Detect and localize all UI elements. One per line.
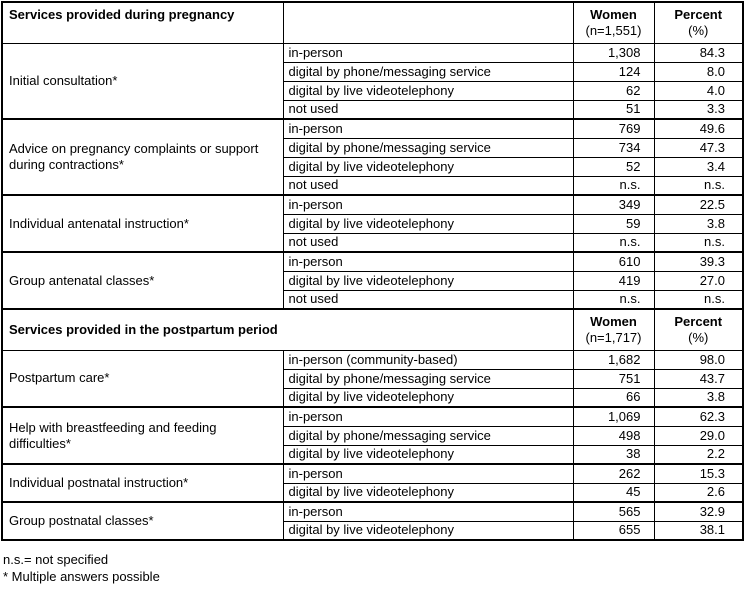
mode-cell: digital by live videotelephony: [283, 483, 573, 502]
service-cell: Advice on pregnancy complaints or support during contractions*: [2, 119, 283, 195]
mode-cell: not used: [283, 100, 573, 119]
women-value: 52: [573, 157, 654, 176]
women-value: 62: [573, 81, 654, 100]
service-cell: Individual postnatal instruction*: [2, 464, 283, 502]
women-value: 655: [573, 521, 654, 540]
mode-cell: in-person: [283, 195, 573, 214]
women-value: n.s.: [573, 233, 654, 252]
mode-cell: in-person: [283, 252, 573, 271]
percent-column-unit: (%): [688, 22, 709, 38]
percent-value: 39.3: [654, 252, 743, 271]
women-value: n.s.: [573, 290, 654, 309]
percent-value: 2.2: [654, 445, 743, 464]
mode-cell: digital by phone/messaging service: [283, 138, 573, 157]
women-value: 769: [573, 119, 654, 138]
percent-value: 2.6: [654, 483, 743, 502]
section-header-spacer: [283, 2, 573, 43]
women-column-n: (n=1,551): [585, 22, 642, 38]
percent-value: 32.9: [654, 502, 743, 521]
percent-value: 98.0: [654, 350, 743, 369]
women-value: 1,308: [573, 43, 654, 62]
mode-cell: in-person: [283, 502, 573, 521]
footnote-multiple-answers: * Multiple answers possible: [3, 569, 160, 584]
women-column-header: [573, 2, 654, 43]
percent-value: n.s.: [654, 290, 743, 309]
table-row: [2, 502, 743, 521]
table-row: [2, 350, 743, 369]
percent-value: 4.0: [654, 81, 743, 100]
percent-column-label: Percent: [674, 6, 723, 22]
women-value: 66: [573, 388, 654, 407]
service-cell: Initial consultation*: [2, 43, 283, 119]
service-cell: Individual antenatal instruction*: [2, 195, 283, 252]
women-column-label: Women: [590, 6, 637, 22]
women-column-n: (n=1,717): [585, 329, 642, 345]
mode-cell: in-person: [283, 119, 573, 138]
women-value: 262: [573, 464, 654, 483]
mode-cell: in-person: [283, 43, 573, 62]
percent-value: 8.0: [654, 62, 743, 81]
percent-value: 43.7: [654, 369, 743, 388]
section-header-row-pregnancy: [2, 2, 743, 43]
table-row: [2, 252, 743, 271]
women-value: 1,682: [573, 350, 654, 369]
service-cell: Group postnatal classes*: [2, 502, 283, 540]
mode-cell: digital by live videotelephony: [283, 445, 573, 464]
percent-value: 27.0: [654, 271, 743, 290]
section-title-postpartum: Services provided in the postpartum period: [2, 309, 573, 350]
percent-value: 3.3: [654, 100, 743, 119]
table-row: [2, 464, 743, 483]
percent-value: n.s.: [654, 233, 743, 252]
women-value: 124: [573, 62, 654, 81]
percent-value: 38.1: [654, 521, 743, 540]
percent-value: 29.0: [654, 426, 743, 445]
women-value: 734: [573, 138, 654, 157]
section-header-row-postpartum: [2, 309, 743, 350]
service-cell: Group antenatal classes*: [2, 252, 283, 309]
women-value: 610: [573, 252, 654, 271]
percent-value: 3.8: [654, 388, 743, 407]
mode-cell: digital by live videotelephony: [283, 271, 573, 290]
footnote-ns: n.s.= not specified: [3, 552, 109, 567]
table-row: [2, 407, 743, 426]
percent-value: 62.3: [654, 407, 743, 426]
mode-cell: digital by phone/messaging service: [283, 369, 573, 388]
percent-column-unit: (%): [688, 329, 709, 345]
mode-cell: digital by live videotelephony: [283, 81, 573, 100]
mode-cell: digital by live videotelephony: [283, 157, 573, 176]
table-row: [2, 43, 743, 62]
mode-cell: in-person: [283, 464, 573, 483]
percent-column-header: [654, 2, 743, 43]
mode-cell: not used: [283, 233, 573, 252]
women-column-label: Women: [590, 313, 637, 329]
percent-value: 47.3: [654, 138, 743, 157]
percent-value: 15.3: [654, 464, 743, 483]
mode-cell: in-person (community-based): [283, 350, 573, 369]
percent-value: 3.8: [654, 214, 743, 233]
mode-cell: not used: [283, 290, 573, 309]
women-value: 51: [573, 100, 654, 119]
women-value: 349: [573, 195, 654, 214]
women-value: 751: [573, 369, 654, 388]
mode-cell: digital by phone/messaging service: [283, 426, 573, 445]
women-value: 498: [573, 426, 654, 445]
mode-cell: digital by live videotelephony: [283, 521, 573, 540]
services-table: [1, 1, 744, 541]
footnotes: [3, 551, 745, 585]
percent-value: 3.4: [654, 157, 743, 176]
women-value: 1,069: [573, 407, 654, 426]
mode-cell: digital by phone/messaging service: [283, 62, 573, 81]
percent-value: 84.3: [654, 43, 743, 62]
women-value: n.s.: [573, 176, 654, 195]
women-value: 59: [573, 214, 654, 233]
table-row: [2, 119, 743, 138]
mode-cell: not used: [283, 176, 573, 195]
women-value: 419: [573, 271, 654, 290]
service-cell: Postpartum care*: [2, 350, 283, 407]
mode-cell: in-person: [283, 407, 573, 426]
service-cell: Help with breastfeeding and feeding difficulties*: [2, 407, 283, 464]
mode-cell: digital by live videotelephony: [283, 388, 573, 407]
women-value: 565: [573, 502, 654, 521]
percent-value: n.s.: [654, 176, 743, 195]
percent-value: 49.6: [654, 119, 743, 138]
section-title-pregnancy: Services provided during pregnancy: [2, 2, 283, 43]
mode-cell: digital by live videotelephony: [283, 214, 573, 233]
percent-column-header: [654, 309, 743, 350]
women-column-header: [573, 309, 654, 350]
table-row: [2, 195, 743, 214]
women-value: 45: [573, 483, 654, 502]
percent-value: 22.5: [654, 195, 743, 214]
women-value: 38: [573, 445, 654, 464]
percent-column-label: Percent: [674, 313, 723, 329]
